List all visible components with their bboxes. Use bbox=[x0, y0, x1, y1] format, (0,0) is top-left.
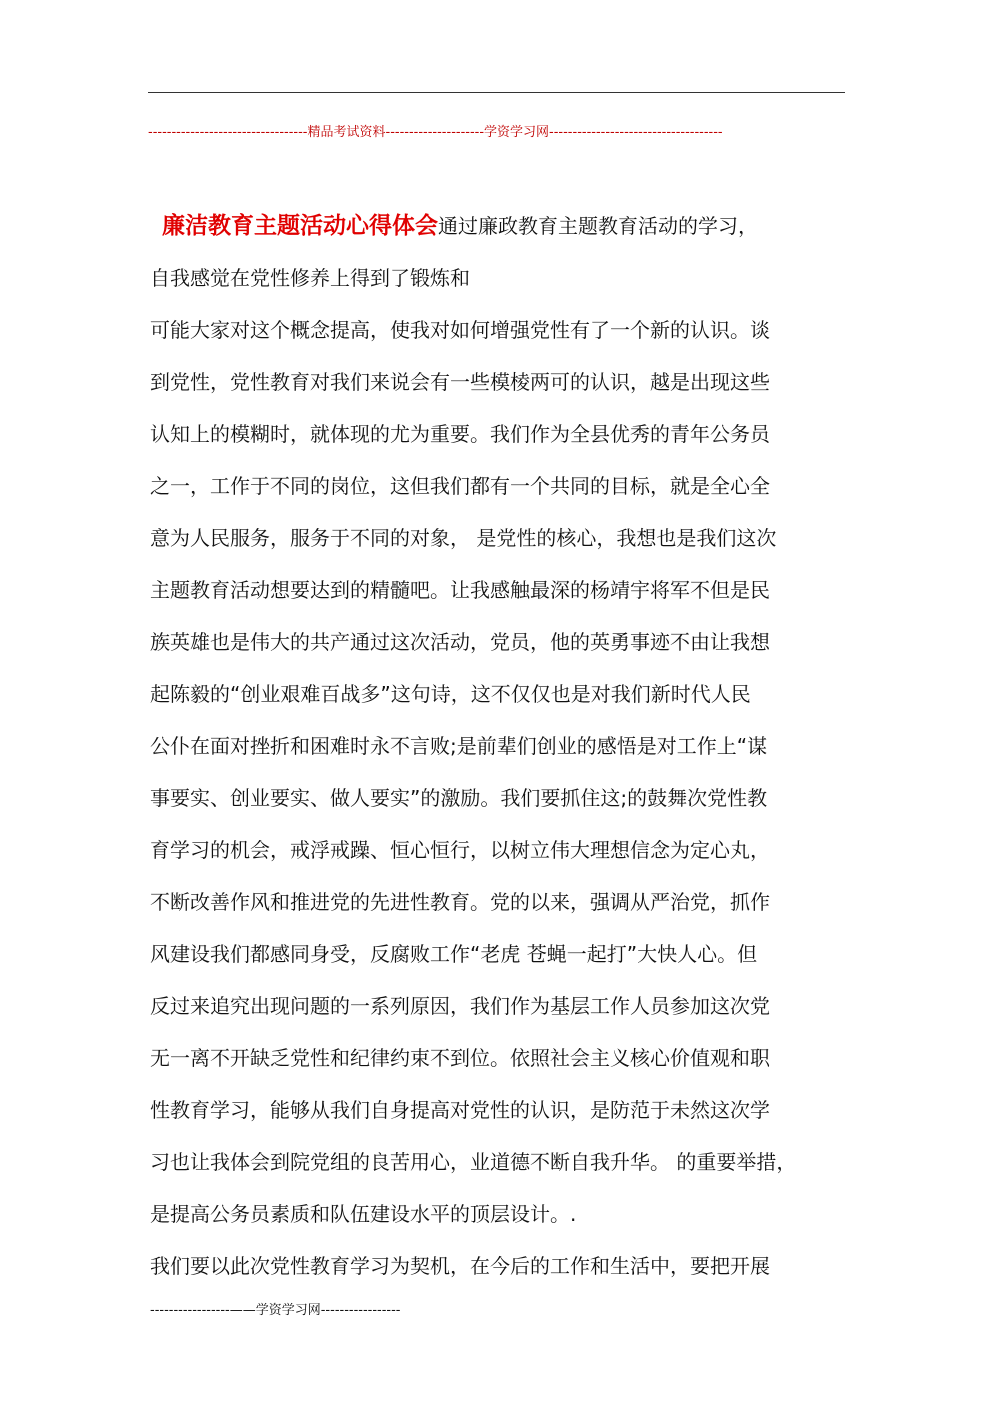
body-line: 认知上的模糊时，就体现的尤为重要。我们作为全县优秀的青年公务员 bbox=[150, 422, 770, 446]
header-left-dashes: ---------------------------------- bbox=[148, 125, 308, 140]
page-header bbox=[148, 124, 838, 142]
body-line: 习也让我体会到院党组的良苦用心，业道德不断自我升华。 的重要举措， bbox=[150, 1150, 797, 1174]
body-line: 是提高公务员素质和队伍建设水平的顶层设计。. bbox=[150, 1202, 577, 1226]
body-line: 公仆在面对挫折和困难时永不言败;是前辈们创业的感悟是对工作上“谋 bbox=[150, 734, 768, 758]
header-rule bbox=[148, 92, 845, 93]
body-line: 可能大家对这个概念提高，使我对如何增强党性有了一个新的认识。谈 bbox=[150, 318, 770, 342]
body-line: 我们要以此次党性教育学习为契机，在今后的工作和生活中，要把开展 bbox=[150, 1254, 770, 1278]
page-footer: -----------------——学资学习网----------------- bbox=[150, 1303, 401, 1318]
body-line: 不断改善作风和推进党的先进性教育。党的以来，强调从严治党，抓作 bbox=[150, 890, 770, 914]
body-line: 之一，工作于不同的岗位，这但我们都有一个共同的目标，就是全心全 bbox=[150, 474, 770, 498]
body-line: 到党性，党性教育对我们来说会有一些模棱两可的认识，越是出现这些 bbox=[150, 370, 770, 394]
body-line: 无一离不开缺乏党性和纪律约束不到位。依照社会主义核心价值观和职 bbox=[150, 1046, 770, 1070]
body-line: 事要实、创业要实、做人要实”的激励。我们要抓住这;的鼓舞次党性教 bbox=[150, 786, 768, 810]
title-lead-text: 通过廉政教育主题教育活动的学习， bbox=[438, 214, 758, 238]
header-label-exam-materials: 精品考试资料 bbox=[307, 125, 386, 140]
body-line: 起陈毅的“创业艰难百战多”这句诗，这不仅仅也是对我们新时代人民 bbox=[150, 682, 751, 706]
document-title: 廉洁教育主题活动心得体会 bbox=[162, 213, 438, 239]
body-text bbox=[150, 252, 850, 1292]
header-right-dashes: ------------------------------------- bbox=[549, 125, 723, 140]
body-line: 风建设我们都感同身受，反腐败工作“老虎 苍蝇一起打”大快人心。但 bbox=[150, 942, 758, 966]
body-line: 性教育学习，能够从我们自身提高对党性的认识，是防范于未然这次学 bbox=[150, 1098, 770, 1122]
header-label-study-site: 学资学习网 bbox=[484, 125, 550, 140]
body-line: 育学习的机会，戒浮戒躁、恒心恒行，以树立伟大理想信念为定心丸， bbox=[150, 838, 770, 862]
body-line: 族英雄也是伟大的共产通过这次活动，党员，他的英勇事迹不由让我想 bbox=[150, 630, 770, 654]
body-line: 意为人民服务，服务于不同的对象， 是党性的核心，我想也是我们这次 bbox=[150, 526, 777, 550]
header-mid-dashes: --------------------- bbox=[385, 125, 485, 140]
body-line: 反过来追究出现问题的一系列原因，我们作为基层工作人员参加这次党 bbox=[150, 994, 770, 1018]
body-line: 自我感觉在党性修养上得到了锻炼和 bbox=[150, 266, 470, 290]
title-line bbox=[148, 208, 848, 244]
body-line: 主题教育活动想要达到的精髓吧。让我感触最深的杨靖宇将军不但是民 bbox=[150, 578, 770, 602]
